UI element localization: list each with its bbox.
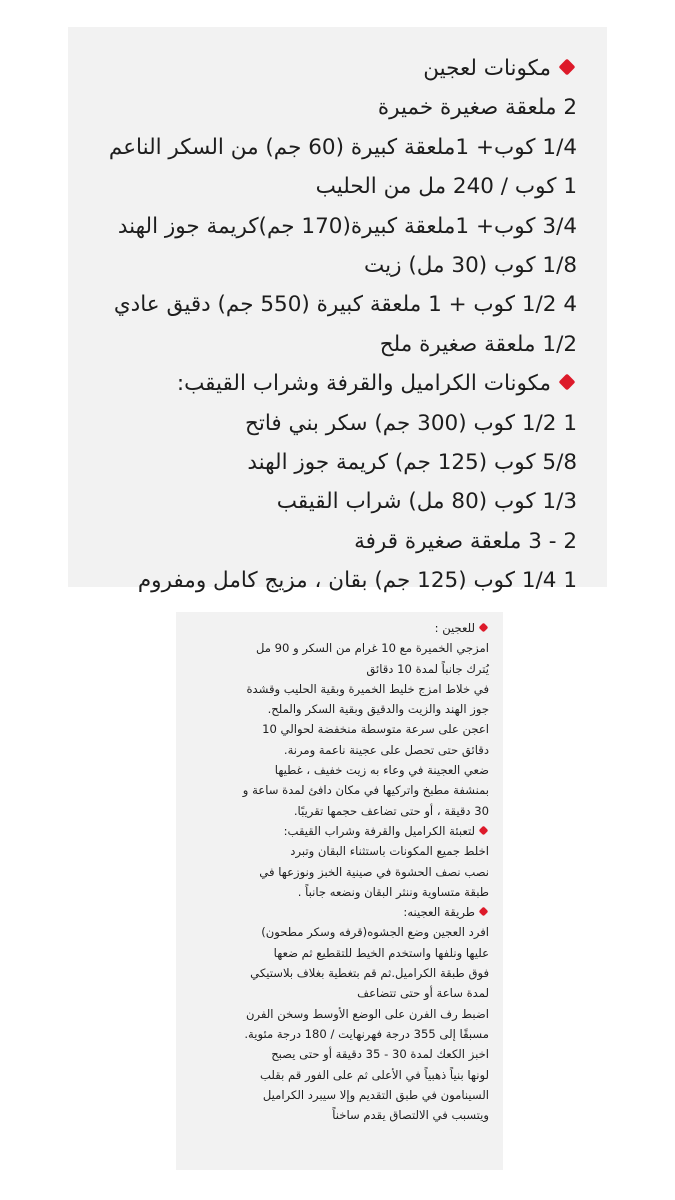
ingredient-line: 1/2 ملعقة صغيرة ملح xyxy=(379,331,577,357)
method-line: افرد العجين وضع الجشوه(قرفه وسكر مطحون) xyxy=(261,925,489,940)
method-line: طبقة متساوية وننثر البقان ونضعه جانباً . xyxy=(297,884,489,899)
method-card xyxy=(176,612,503,1170)
method-line: لمدة ساعة أو حتى تتضاعف xyxy=(357,986,489,1001)
method-line: مسبقًا إلى 355 درجة فهرنهايت / 180 درجة مئوية. xyxy=(244,1026,489,1041)
ingredient-line: 5/8 كوب (125 جم) كريمة جوز الهند xyxy=(247,450,577,476)
ingredient-line: 3/4 كوب+ 1ملعقة كبيرة(170 جم)كريمة جوز الهند xyxy=(117,213,577,239)
ingredient-line: 1/4 كوب+ 1ملعقة كبيرة (60 جم) من السكر الناعم xyxy=(108,134,577,160)
method-line: اخلط جميع المكونات باستثناء البقان وتبرد xyxy=(290,844,489,859)
method-line: ويتسبب في الالتصاق يقدم ساخناً xyxy=(332,1108,489,1123)
method-line: امزجي الخميرة مع 10 غرام من السكر و 90 مل xyxy=(255,641,489,656)
method-line: اعجن على سرعة متوسطة منخفضة لحوالي 10 xyxy=(262,722,489,737)
method-line: في خلاط امزج خليط الخميرة وبقية الحليب وقشدة xyxy=(246,681,489,696)
method-line: اخبز الكعك لمدة 30 - 35 دقيقة أو حتى يصبح xyxy=(271,1047,489,1062)
ingredient-line: 1 1/4 كوب (125 جم) بقان ، مزيج كامل ومفروم xyxy=(137,568,577,594)
ingredient-line: 1/8 كوب (30 مل) زيت xyxy=(364,253,577,279)
ingredient-line: 1/3 كوب (80 مل) شراب القيقب xyxy=(276,489,577,515)
red-diamond-icon xyxy=(559,374,576,391)
method-line: فوق طبقة الكراميل.ثم قم بتغطية بغلاف بلاستيكي xyxy=(250,966,489,981)
method-line: السينامون في طبق التقديم وإلا سيبرد الكراميل xyxy=(262,1087,489,1102)
red-diamond-icon xyxy=(479,826,489,836)
section-heading-dough: مكونات لعجين xyxy=(96,49,577,88)
section-heading-caramel: مكونات الكراميل والقرفة وشراب القيقب: xyxy=(96,364,577,403)
method-line: 30 دقيقة ، أو حتى تضاعف حجمها تقريبًا. xyxy=(293,803,489,818)
method-line: نصب نصف الحشوة في صينية الخبز ونوزعها في xyxy=(259,864,489,879)
red-diamond-icon xyxy=(479,907,489,917)
method-line: يُترك جانباً لمدة 10 دقائق xyxy=(366,661,489,676)
ingredient-line: 2 ملعقة صغيرة خميرة xyxy=(377,95,577,121)
method-line: بمنشفة مطبخ واتركيها في مكان دافئ لمدة ساعة و xyxy=(242,783,489,798)
ingredient-line: 1 1/2 كوب (300 جم) سكر بني فاتح xyxy=(245,410,577,436)
method-line: جوز الهند والزيت والدقيق وبقية السكر والملح. xyxy=(267,702,489,717)
method-line: ضعي العجينة في وعاء به زيت خفيف ، غطيها xyxy=(274,763,489,778)
ingredient-line: 4 1/2 كوب + 1 ملعقة كبيرة (550 جم) دقيق عادي xyxy=(113,292,577,318)
ingredient-line: 2 - 3 ملعقة صغيرة قرفة xyxy=(354,528,577,554)
ingredients-card xyxy=(68,27,607,594)
ingredient-line: 1 كوب / 240 مل من الحليب xyxy=(315,174,577,200)
method-line: دقائق حتى تحصل على عجينة ناعمة ومرنة. xyxy=(283,742,489,757)
red-diamond-icon xyxy=(479,623,489,633)
section-heading-assembly: طريقة العجينه: xyxy=(186,902,489,922)
red-diamond-icon xyxy=(559,59,576,76)
section-heading-dough-method: للعجين : xyxy=(186,618,489,638)
section-heading-filling: لتعبئة الكراميل والقرفة وشراب القيقب: xyxy=(186,821,489,841)
method-line: عليها ونلفها واستخدم الخيط للتقطيع ثم ضعها xyxy=(273,945,489,960)
method-line: لونها بنياً ذهبياً في الأعلى ثم على الفور قم بقلب xyxy=(260,1067,489,1082)
method-line: اضبط رف الفرن على الوضع الأوسط وسخن الفرن xyxy=(246,1006,489,1021)
